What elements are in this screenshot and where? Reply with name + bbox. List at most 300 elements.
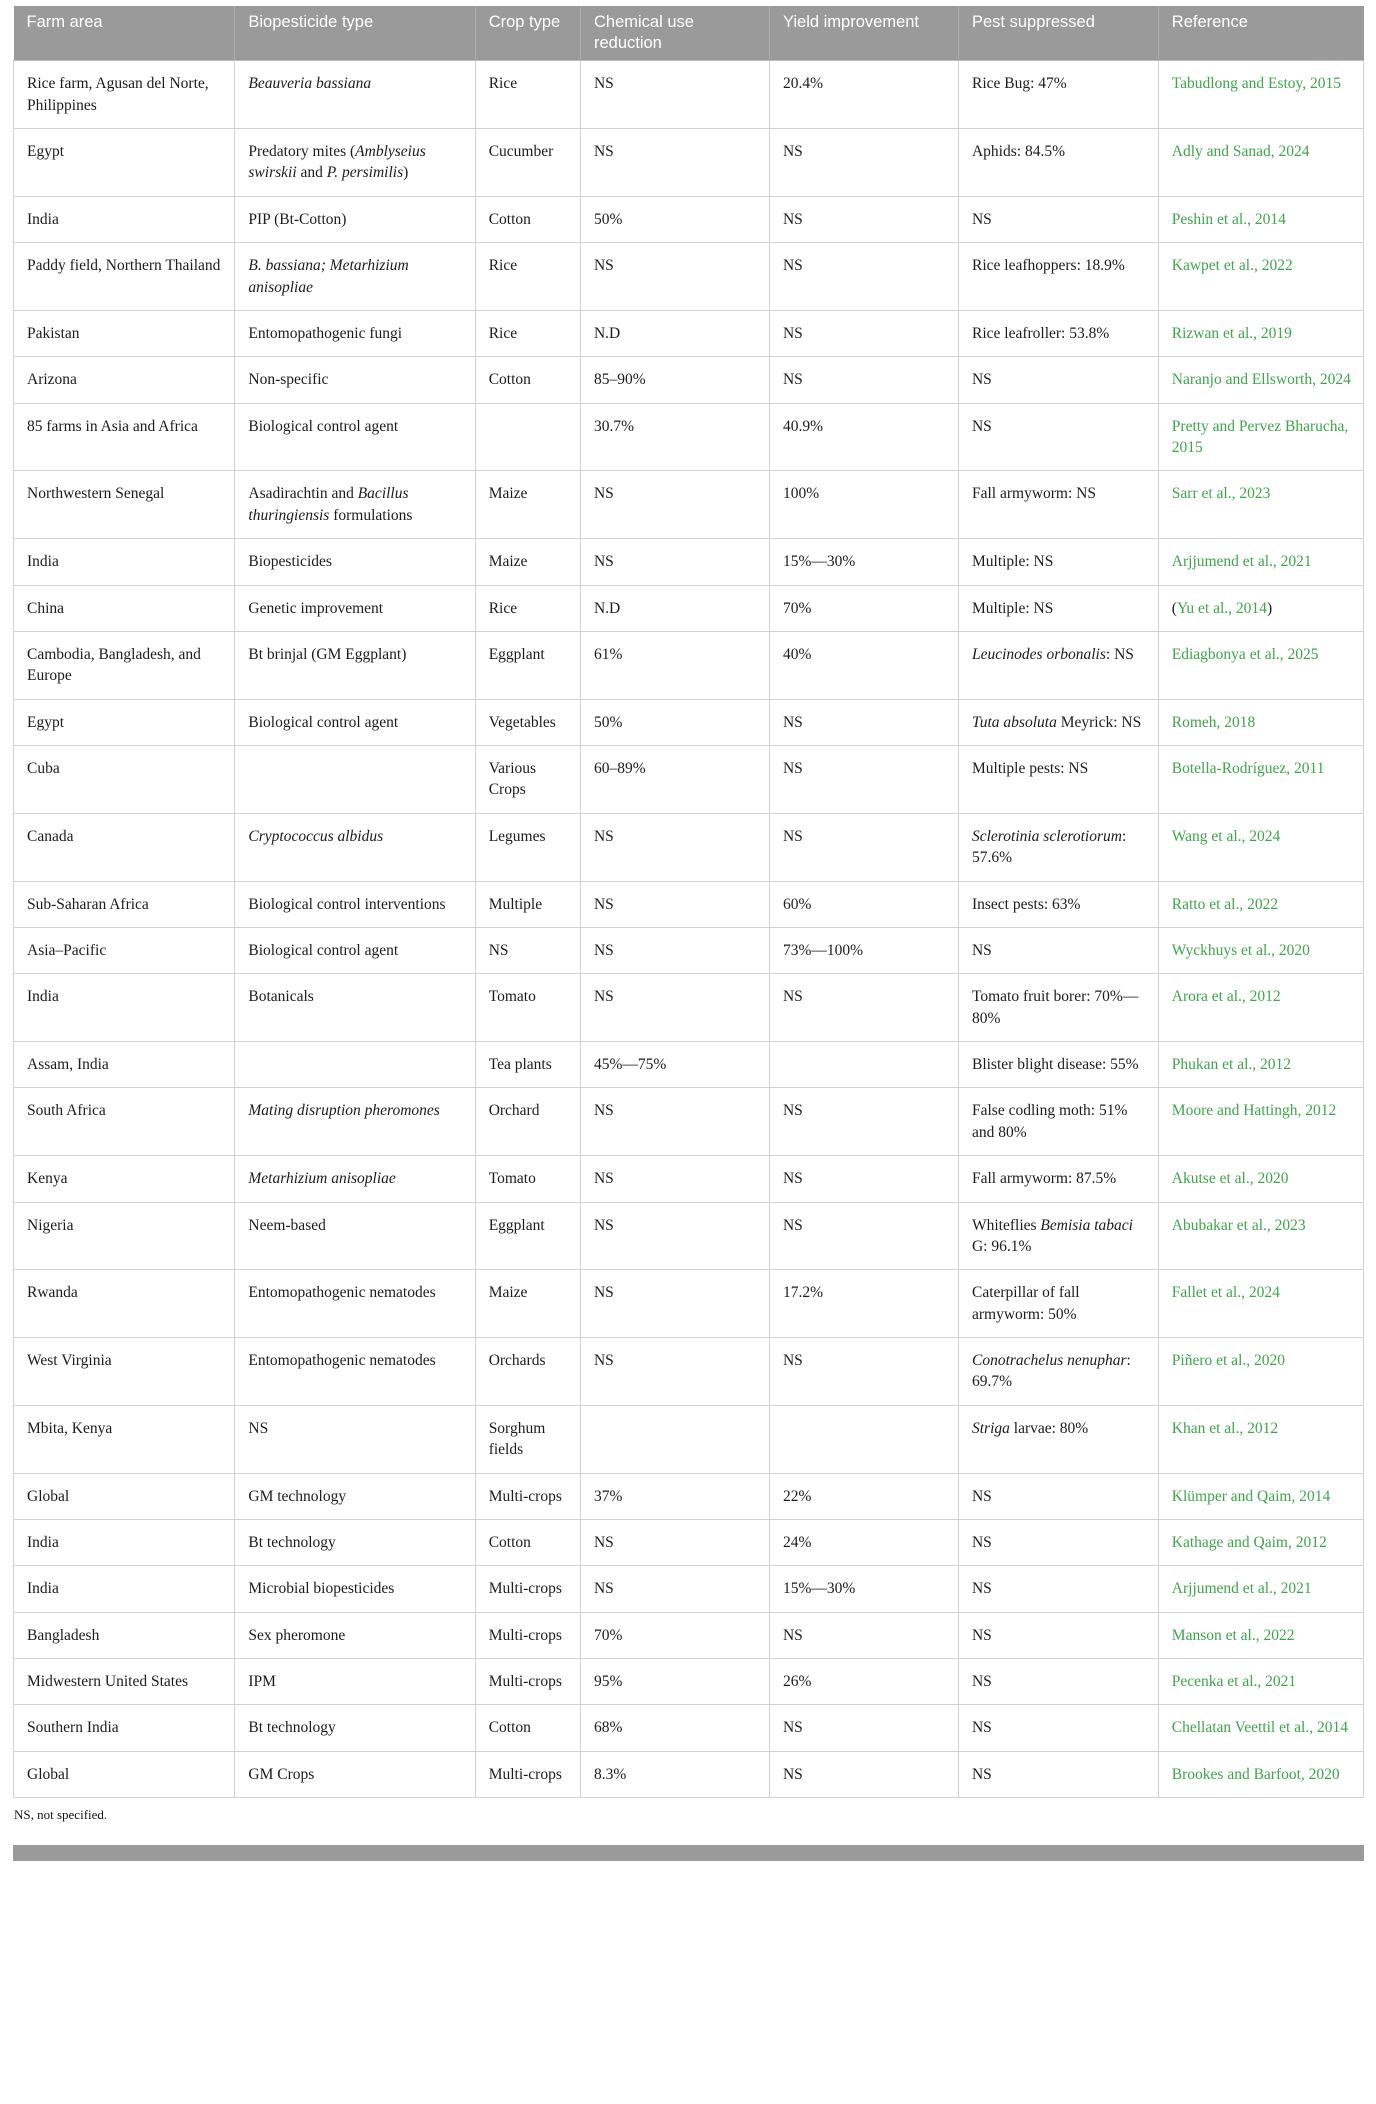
table-row: [14, 310, 1364, 356]
reference-cell: [1158, 1088, 1363, 1156]
reference-link[interactable]: Ratto et al., 2022: [1171, 895, 1279, 913]
pest-suppressed-cell: [958, 471, 1158, 539]
cell-text: Global: [27, 1765, 70, 1783]
reference-link[interactable]: Chellatan Veettil et al., 2014: [1171, 1719, 1348, 1737]
yield-improvement-cell: [769, 699, 958, 745]
reference-cell: [1158, 1566, 1363, 1612]
cell-text: Tuta absoluta: [971, 713, 1057, 731]
cell-text: India: [27, 210, 59, 228]
reference-link[interactable]: Klümper and Qaim, 2014: [1171, 1487, 1331, 1505]
reference-link[interactable]: Arjjumend et al., 2021: [1171, 1580, 1312, 1598]
farm-area-cell: [14, 1270, 235, 1338]
cell-text: Bt brinjal (GM Eggplant): [248, 645, 407, 663]
reference-cell: [1158, 1270, 1363, 1338]
reference-link[interactable]: Manson et al., 2022: [1171, 1626, 1295, 1644]
farm-area-cell: [14, 1473, 235, 1519]
column-header-yield-improvement: Yield improvement: [769, 6, 958, 61]
reference-link[interactable]: Wang et al., 2024: [1171, 827, 1281, 845]
cell-text: Non-specific: [248, 371, 329, 389]
cell-text: Rice: [488, 75, 518, 93]
column-header-biopesticide-type: Biopesticide type: [235, 6, 475, 61]
table-row: [14, 1751, 1364, 1797]
yield-improvement-cell: [769, 631, 958, 699]
biopesticide-type-cell: [235, 403, 475, 471]
cell-text: Southern India: [27, 1719, 119, 1737]
cell-text: N.D: [593, 599, 621, 617]
reference-cell: [1158, 813, 1363, 881]
crop-type-cell: [475, 1202, 580, 1270]
yield-improvement-cell: [769, 1612, 958, 1658]
cell-text: Microbial biopesticides: [248, 1580, 395, 1598]
cell-text: N.D: [593, 324, 621, 342]
cell-text: Rice leafroller: 53.8%: [971, 324, 1110, 342]
column-header-pest-suppressed: Pest suppressed: [958, 6, 1158, 61]
yield-improvement-cell: [769, 1566, 958, 1612]
crop-type-cell: [475, 746, 580, 814]
chemical-use-reduction-cell: [580, 813, 769, 881]
cell-text: Mating disruption pheromones: [248, 1102, 440, 1120]
cell-text: India: [27, 988, 59, 1006]
farm-area-cell: [14, 974, 235, 1042]
biopesticide-type-cell: [235, 539, 475, 585]
cell-text: Northwestern Senegal: [27, 485, 165, 503]
yield-improvement-cell: [769, 539, 958, 585]
next-table-header-partial: [13, 1845, 1364, 1861]
crop-type-cell: [475, 1042, 580, 1088]
table-row: [14, 974, 1364, 1042]
pest-suppressed-cell: [958, 813, 1158, 881]
cell-text: 15%—30%: [782, 1580, 856, 1598]
pest-suppressed-cell: [958, 974, 1158, 1042]
biopesticide-type-cell: [235, 699, 475, 745]
yield-improvement-cell: [769, 1202, 958, 1270]
pest-suppressed-cell: [958, 357, 1158, 403]
cell-text: Rwanda: [27, 1284, 78, 1302]
cell-text: 85–90%: [593, 371, 646, 389]
farm-area-cell: [14, 1156, 235, 1202]
cell-text: formulations: [329, 506, 413, 524]
biopesticide-type-cell: [235, 1088, 475, 1156]
pest-suppressed-cell: [958, 1519, 1158, 1565]
cell-text: Cotton: [488, 1533, 531, 1551]
pest-suppressed-cell: [958, 881, 1158, 927]
reference-cell: [1158, 927, 1363, 973]
cell-text: Bt technology: [248, 1533, 336, 1551]
chemical-use-reduction-cell: [580, 1270, 769, 1338]
farm-area-cell: [14, 631, 235, 699]
biopesticide-type-cell: [235, 585, 475, 631]
reference-cell: [1158, 631, 1363, 699]
table-row: [14, 1042, 1364, 1088]
cell-text: Predatory mites (: [248, 143, 356, 160]
table-row: [14, 196, 1364, 242]
reference-cell: [1158, 196, 1363, 242]
biopesticide-type-cell: [235, 746, 475, 814]
biopesticide-type-cell: [235, 310, 475, 356]
pest-suppressed-cell: [958, 1659, 1158, 1705]
cell-text: Cucumber: [488, 143, 554, 160]
pest-suppressed-cell: [958, 699, 1158, 745]
cell-text: Rice leafhoppers: 18.9%: [971, 257, 1125, 275]
reference-cell: [1158, 357, 1363, 403]
cell-text: Multiple: [488, 895, 543, 913]
reference-link[interactable]: Pretty and Pervez Bharucha, 2015: [1171, 417, 1349, 456]
farm-area-cell: [14, 881, 235, 927]
cell-text: B. bassiana; Metarhizium anisopliae: [248, 257, 409, 296]
cell-text: NS: [971, 1487, 992, 1505]
cell-text: Tomato fruit borer: 70%—80%: [971, 988, 1139, 1027]
table-row: [14, 403, 1364, 471]
farm-area-cell: [14, 196, 235, 242]
table-row: [14, 1156, 1364, 1202]
reference-link[interactable]: Brookes and Barfoot, 2020: [1171, 1765, 1340, 1783]
yield-improvement-cell: [769, 1270, 958, 1338]
pest-suppressed-cell: [958, 310, 1158, 356]
reference-link[interactable]: Romeh, 2018: [1171, 713, 1256, 731]
yield-improvement-cell: [769, 357, 958, 403]
cell-text: : 57.6%: [971, 827, 1127, 867]
cell-text: Conotrachelus nenuphar: [971, 1352, 1127, 1369]
reference-cell: [1158, 1405, 1363, 1473]
reference-cell: [1158, 1659, 1363, 1705]
yield-improvement-cell: [769, 1156, 958, 1202]
cell-text: 22%: [782, 1487, 812, 1505]
cell-text: NS: [782, 324, 803, 342]
cell-text: NS: [971, 941, 992, 959]
cell-text: NS: [971, 1673, 992, 1690]
yield-improvement-cell: [769, 1042, 958, 1088]
cell-text: Multiple pests: NS: [971, 760, 1089, 777]
cell-text: Multiple: NS: [971, 553, 1054, 571]
chemical-use-reduction-cell: [580, 1202, 769, 1270]
crop-type-cell: [475, 61, 580, 129]
cell-text: NS: [593, 1284, 614, 1302]
cell-text: NS: [593, 1533, 614, 1551]
cell-text: False codling moth: 51% and 80%: [971, 1102, 1128, 1141]
chemical-use-reduction-cell: [580, 1405, 769, 1473]
cell-text: NS: [971, 1580, 992, 1598]
pest-suppressed-cell: [958, 1705, 1158, 1751]
biopesticide-type-cell: [235, 1705, 475, 1751]
cell-text: NS: [593, 895, 614, 913]
cell-text: 85 farms in Asia and Africa: [27, 417, 198, 435]
yield-improvement-cell: [769, 813, 958, 881]
chemical-use-reduction-cell: [580, 1042, 769, 1088]
yield-improvement-cell: [769, 1405, 958, 1473]
table-row: [14, 243, 1364, 311]
pest-suppressed-cell: [958, 1042, 1158, 1088]
farm-area-cell: [14, 61, 235, 129]
table-row: [14, 471, 1364, 539]
table-row: [14, 927, 1364, 973]
reference-cell: [1158, 471, 1363, 539]
cell-text: 100%: [782, 485, 820, 503]
farm-area-cell: [14, 1088, 235, 1156]
column-header-reference: Reference: [1158, 6, 1363, 61]
reference-cell: [1158, 539, 1363, 585]
cell-text: 26%: [782, 1673, 812, 1690]
column-header-crop-type: Crop type: [475, 6, 580, 61]
farm-area-cell: [14, 585, 235, 631]
pest-suppressed-cell: [958, 1473, 1158, 1519]
cell-text: Orchard: [488, 1102, 540, 1120]
yield-improvement-cell: [769, 881, 958, 927]
cell-text: 60%: [782, 895, 812, 913]
chemical-use-reduction-cell: [580, 1705, 769, 1751]
pest-suppressed-cell: [958, 1612, 1158, 1658]
cell-text: NS: [782, 257, 803, 275]
table-row: [14, 61, 1364, 129]
reference-link[interactable]: Botella-Rodríguez, 2011: [1171, 760, 1325, 777]
reference-link[interactable]: Phukan et al., 2012: [1171, 1056, 1292, 1073]
cell-text: NS: [593, 553, 614, 571]
cell-text: 8.3%: [593, 1765, 627, 1783]
reference-cell: [1158, 61, 1363, 129]
cell-text: Genetic improvement: [248, 599, 384, 617]
table-row: [14, 1088, 1364, 1156]
cell-text: Amblyseius swirskii: [248, 143, 426, 182]
reference-link[interactable]: Wyckhuys et al., 2020: [1171, 941, 1310, 959]
cell-text: Pakistan: [27, 324, 80, 342]
cell-text: NS: [593, 988, 614, 1006]
cell-text: 70%: [593, 1626, 623, 1644]
biopesticide-type-cell: [235, 1270, 475, 1338]
crop-type-cell: [475, 403, 580, 471]
reference-cell: [1158, 699, 1363, 745]
reference-cell: [1158, 1156, 1363, 1202]
reference-cell: [1158, 746, 1363, 814]
cell-text: Maize: [488, 1284, 528, 1302]
table-row: [14, 1338, 1364, 1406]
cell-text: Bangladesh: [27, 1626, 100, 1644]
cell-text: PIP (Bt-Cotton): [248, 210, 347, 228]
cell-text: Rice: [488, 599, 518, 617]
cell-text: Multiple: NS: [971, 599, 1054, 617]
cell-text: Caterpillar of fall armyworm: 50%: [971, 1284, 1080, 1323]
yield-improvement-cell: [769, 1519, 958, 1565]
biopesticide-type-cell: [235, 881, 475, 927]
yield-improvement-cell: [769, 243, 958, 311]
pest-suppressed-cell: [958, 1202, 1158, 1270]
cell-text: NS: [782, 210, 803, 228]
cell-text: Fall armyworm: NS: [971, 485, 1096, 503]
table-footnote: NS, not specified.: [14, 1807, 108, 1823]
cell-text: 60–89%: [593, 760, 646, 777]
pest-suppressed-cell: [958, 631, 1158, 699]
cell-text: NS: [782, 1170, 803, 1188]
reference-link[interactable]: Akutse et al., 2020: [1171, 1170, 1289, 1188]
biopesticide-type-cell: [235, 1156, 475, 1202]
cell-text: Eggplant: [488, 645, 545, 663]
yield-improvement-cell: [769, 1659, 958, 1705]
reference-cell: [1158, 1202, 1363, 1270]
cell-text: Egypt: [27, 713, 65, 731]
cell-text: Tea plants: [488, 1056, 552, 1073]
crop-type-cell: [475, 585, 580, 631]
yield-improvement-cell: [769, 1751, 958, 1797]
reference-link[interactable]: Adly and Sanad, 2024: [1171, 143, 1310, 160]
cell-text: 50%: [593, 713, 623, 731]
table-body: [14, 61, 1364, 1798]
cell-text: 40.9%: [782, 417, 824, 435]
reference-link[interactable]: Fallet et al., 2024: [1171, 1284, 1280, 1302]
chemical-use-reduction-cell: [580, 927, 769, 973]
cell-text: larvae: 80%: [1009, 1419, 1089, 1437]
pest-suppressed-cell: [958, 61, 1158, 129]
pest-suppressed-cell: [958, 1566, 1158, 1612]
chemical-use-reduction-cell: [580, 1473, 769, 1519]
biopesticide-type-cell: [235, 813, 475, 881]
cell-text: Biological control agent: [248, 417, 399, 435]
cell-text: NS: [971, 1719, 992, 1737]
reference-link[interactable]: Arora et al., 2012: [1171, 988, 1281, 1006]
farm-area-cell: [14, 1566, 235, 1612]
cell-text: Maize: [488, 485, 528, 503]
crop-type-cell: [475, 927, 580, 973]
yield-improvement-cell: [769, 974, 958, 1042]
cell-text: : NS: [1105, 645, 1134, 663]
cell-text: NS: [971, 1765, 992, 1783]
cell-text: NS: [782, 1352, 803, 1369]
cell-text: Canada: [27, 827, 74, 845]
pest-suppressed-cell: [958, 1405, 1158, 1473]
cell-text: : 69.7%: [971, 1352, 1131, 1391]
farm-area-cell: [14, 1405, 235, 1473]
pest-suppressed-cell: [958, 1270, 1158, 1338]
chemical-use-reduction-cell: [580, 403, 769, 471]
reference-link[interactable]: Rizwan et al., 2019: [1171, 324, 1292, 342]
reference-link[interactable]: Yu et al., 2014: [1176, 599, 1267, 617]
cell-text: China: [27, 599, 65, 617]
reference-cell: [1158, 881, 1363, 927]
cell-text: Sorghum fields: [488, 1419, 546, 1459]
reference-link[interactable]: Kawpet et al., 2022: [1171, 257, 1293, 275]
cell-text: NS: [971, 417, 992, 435]
chemical-use-reduction-cell: [580, 1519, 769, 1565]
cell-text: Mbita, Kenya: [27, 1419, 113, 1437]
cell-text: 70%: [782, 599, 812, 617]
reference-link[interactable]: Pecenka et al., 2021: [1171, 1673, 1297, 1690]
reference-link[interactable]: Abubakar et al., 2023: [1171, 1216, 1306, 1234]
biopesticide-type-cell: [235, 1519, 475, 1565]
farm-area-cell: [14, 243, 235, 311]
farm-area-cell: [14, 813, 235, 881]
pest-suppressed-cell: [958, 927, 1158, 973]
cell-text: NS: [593, 941, 614, 959]
farm-area-cell: [14, 1042, 235, 1088]
cell-text: Eggplant: [488, 1216, 545, 1234]
table-row: [14, 881, 1364, 927]
reference-cell: [1158, 1751, 1363, 1797]
table-row: [14, 813, 1364, 881]
chemical-use-reduction-cell: [580, 310, 769, 356]
crop-type-cell: [475, 631, 580, 699]
reference-link[interactable]: Khan et al., 2012: [1171, 1419, 1279, 1437]
chemical-use-reduction-cell: [580, 61, 769, 129]
reference-link[interactable]: Tabudlong and Estoy, 2015: [1171, 75, 1342, 93]
chemical-use-reduction-cell: [580, 585, 769, 631]
reference-link[interactable]: Moore and Hattingh, 2012: [1171, 1102, 1337, 1120]
table-header: [14, 6, 1364, 61]
crop-type-cell: [475, 357, 580, 403]
chemical-use-reduction-cell: [580, 1156, 769, 1202]
cell-text: Entomopathogenic nematodes: [248, 1352, 436, 1369]
cell-text: Nigeria: [27, 1216, 74, 1234]
yield-improvement-cell: [769, 471, 958, 539]
crop-type-cell: [475, 1566, 580, 1612]
reference-cell: [1158, 1519, 1363, 1565]
biopesticide-type-cell: [235, 1612, 475, 1658]
chemical-use-reduction-cell: [580, 1566, 769, 1612]
cell-text: NS: [593, 257, 614, 275]
table-row: [14, 1566, 1364, 1612]
farm-area-cell: [14, 927, 235, 973]
yield-improvement-cell: [769, 1705, 958, 1751]
cell-text: NS: [971, 210, 992, 228]
crop-type-cell: [475, 471, 580, 539]
cell-text: IPM: [248, 1673, 276, 1690]
reference-link[interactable]: Kathage and Qaim, 2012: [1171, 1533, 1327, 1551]
farm-area-cell: [14, 129, 235, 197]
cell-text: Rice: [488, 257, 518, 275]
cell-text: G: 96.1%: [971, 1237, 1032, 1255]
table-row: [14, 746, 1364, 814]
cell-text: NS: [488, 941, 509, 959]
cell-text: Tomato: [488, 1170, 536, 1188]
chemical-use-reduction-cell: [580, 1612, 769, 1658]
cell-text: Multi-crops: [488, 1673, 562, 1690]
farm-area-cell: [14, 1519, 235, 1565]
reference-link[interactable]: Ediagbonya et al., 2025: [1171, 645, 1319, 663]
table-row: [14, 631, 1364, 699]
reference-link[interactable]: Arjjumend et al., 2021: [1171, 553, 1312, 571]
cell-text: Botanicals: [248, 988, 314, 1006]
cell-text: NS: [782, 713, 803, 731]
cell-text: NS: [593, 827, 614, 845]
cell-text: Entomopathogenic nematodes: [248, 1284, 436, 1302]
reference-link[interactable]: Peshin et al., 2014: [1171, 210, 1286, 228]
pest-suppressed-cell: [958, 129, 1158, 197]
reference-cell: [1158, 403, 1363, 471]
yield-improvement-cell: [769, 746, 958, 814]
reference-link[interactable]: Piñero et al., 2020: [1171, 1352, 1285, 1369]
cell-text: Paddy field, Northern Thailand: [27, 257, 221, 275]
cell-text: Bt technology: [248, 1719, 336, 1737]
cell-text: P. persimilis: [326, 164, 404, 182]
table-row: [14, 1202, 1364, 1270]
biopesticide-type-cell: [235, 1566, 475, 1612]
biopesticide-type-cell: [235, 357, 475, 403]
cell-text: NS: [782, 760, 803, 777]
reference-link[interactable]: Sarr et al., 2023: [1171, 485, 1271, 503]
pest-suppressed-cell: [958, 539, 1158, 585]
table-row: [14, 1519, 1364, 1565]
cell-text: Various Crops: [488, 760, 537, 799]
yield-improvement-cell: [769, 1338, 958, 1406]
table-row: [14, 699, 1364, 745]
table-row: [14, 1659, 1364, 1705]
chemical-use-reduction-cell: [580, 746, 769, 814]
cell-text: Multi-crops: [488, 1487, 562, 1505]
farm-area-cell: [14, 403, 235, 471]
reference-link[interactable]: Naranjo and Ellsworth, 2024: [1171, 371, 1351, 389]
crop-type-cell: [475, 974, 580, 1042]
cell-text: 45%—75%: [593, 1056, 667, 1073]
reference-cell: [1158, 1612, 1363, 1658]
cell-text: NS: [593, 485, 614, 503]
cell-text: NS: [248, 1419, 269, 1437]
reference-cell: [1158, 1338, 1363, 1406]
